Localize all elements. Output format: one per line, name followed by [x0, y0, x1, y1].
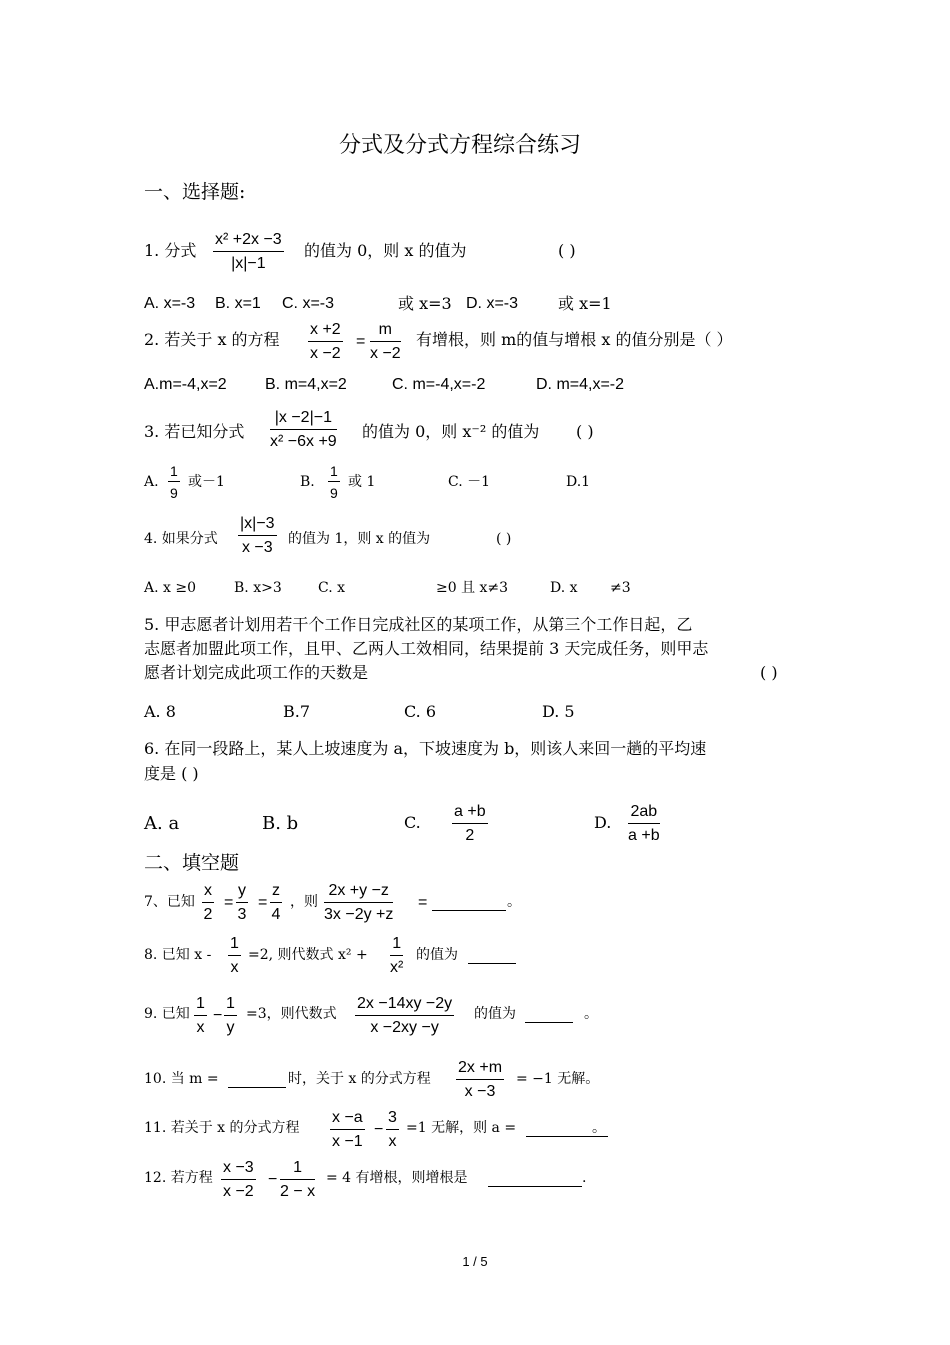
q10-f-num: 2x +m	[456, 1060, 504, 1080]
q3-option-d: D.1	[566, 474, 591, 490]
q2-option-a: A.m=-4,x=2	[144, 376, 227, 393]
q11-answer-blank	[526, 1136, 608, 1137]
q1-frac-den: |x|−1	[231, 255, 266, 272]
q9-f2-num: 1	[224, 996, 237, 1016]
q11-trail: =1 无解，则 a =	[406, 1120, 517, 1136]
q3-option-b-fraction	[328, 464, 340, 500]
q9-mid: =3，则代数式	[246, 1006, 337, 1022]
q6-line-1: 6. 在同一段路上，某人上坡速度为 a，下坡速度为 b，则该人来回一趟的平均速	[144, 739, 707, 758]
q2-lead: 2. 若关于 x 的方程	[144, 330, 280, 349]
q5-option-c: C. 6	[404, 702, 437, 721]
q3-trail: 的值为 0，则 x⁻² 的值为	[362, 422, 540, 441]
q8-f2-num: 1	[390, 936, 403, 956]
q1-lead: 1. 分式	[144, 241, 197, 260]
q9-f1-num: 1	[194, 996, 207, 1016]
q5-option-a: A. 8	[144, 702, 176, 721]
q5-line-1: 5. 甲志愿者计划用若干个工作日完成社区的某项工作，从第三个工作日起，乙	[144, 615, 693, 634]
q3-optB-num: 1	[328, 464, 340, 482]
q8-f1-num: 1	[228, 936, 241, 956]
q7-f2-den: 3	[237, 906, 247, 923]
q7-f3-den: 4	[271, 906, 281, 923]
q3-paren: ( )	[576, 422, 594, 441]
q12-f2-num: 1	[280, 1160, 315, 1180]
q12-f1-den: x −2	[223, 1183, 254, 1200]
q4-paren: ( )	[496, 531, 512, 547]
q8-fraction-1	[228, 936, 241, 976]
q7-f1-num: x	[202, 883, 214, 903]
q9-f1-den: x	[196, 1019, 205, 1036]
q10-mid: 时，关于 x 的分式方程	[288, 1071, 431, 1087]
q10-f-den: x −3	[464, 1083, 496, 1100]
q11-fraction-1	[330, 1110, 365, 1150]
q6-option-a: A. a	[144, 813, 180, 834]
q7-equals-2: =	[258, 894, 268, 911]
q9-minus: −	[213, 1007, 223, 1024]
q11-f1-den: x −1	[332, 1133, 363, 1150]
q5-line-2: 志愿者加盟此项工作，且甲、乙两人工效相同，结果提前 3 天完成任务，则甲志	[144, 639, 709, 658]
q8-lead: 8. 已知 x -	[144, 947, 212, 963]
q6-line-2: 度是 ( )	[144, 764, 199, 783]
q7-f4-den: 3x −2y +z	[324, 906, 394, 923]
q10-fraction	[456, 1060, 504, 1100]
q3-optA-num: 1	[168, 464, 180, 482]
q2-f2-num: m	[370, 322, 401, 342]
q1-option-b: B. x=1	[215, 295, 261, 312]
q4-fraction	[238, 516, 277, 556]
q1-option-a: A. x=-3	[144, 295, 196, 312]
q11-fraction-2	[386, 1110, 399, 1150]
q2-f1-num: x +2	[308, 322, 343, 342]
q3-option-a-fraction	[168, 464, 180, 500]
q2-equals: =	[356, 333, 366, 350]
q4-option-c: C. x	[318, 580, 346, 596]
q12-minus: −	[268, 1171, 278, 1188]
q12-end: .	[582, 1170, 587, 1186]
q11-f2-num: 3	[386, 1110, 399, 1130]
q4-option-c-tail: ≥0 且 x≠3	[436, 580, 509, 596]
q7-f4-num: 2x +y −z	[324, 883, 393, 903]
page-number: 1 / 5	[462, 1254, 488, 1269]
q6-optC-den: 2	[465, 827, 475, 844]
q4-option-b: B. x>3	[234, 580, 282, 596]
q12-f1-num: x −3	[221, 1160, 256, 1180]
q7-fraction-z	[270, 883, 282, 923]
q4-frac-den: x −3	[241, 539, 273, 556]
q9-end: 。	[584, 1006, 598, 1022]
q2-fraction-left	[308, 322, 343, 362]
q7-mid: ，则	[290, 894, 318, 910]
q6-option-c-fraction	[452, 804, 488, 844]
q6-optD-den: a +b	[628, 827, 660, 844]
q3-frac-den: x² −6x +9	[270, 433, 337, 450]
q1-option-d-tail: 或 x=1	[558, 294, 612, 313]
q2-option-b: B. m=4,x=2	[265, 376, 347, 393]
q9-f3-num: 2x −14xy −2y	[355, 996, 454, 1016]
q3-frac-num: |x −2|−1	[270, 410, 337, 430]
q8-f1-den: x	[230, 959, 239, 976]
q12-fraction-2	[280, 1160, 315, 1200]
q7-fraction-y	[236, 883, 248, 923]
q3-option-b-tail: 或 1	[348, 474, 376, 490]
q7-lead: 7、已知	[144, 894, 195, 910]
q2-option-d: D. m=4,x=-2	[536, 376, 625, 393]
q9-trail: 的值为	[474, 1006, 516, 1022]
q1-option-c-tail: 或 x=3	[398, 294, 452, 313]
q4-option-d-tail: ≠3	[610, 580, 631, 596]
q2-fraction-right	[370, 322, 401, 362]
q1-paren: ( )	[558, 241, 576, 260]
q3-option-a-label: A.	[144, 474, 159, 490]
q9-f3-den: x −2xy −y	[370, 1019, 439, 1036]
q1-trail: 的值为 0，则 x 的值为	[304, 241, 467, 260]
q6-optC-num: a +b	[452, 804, 488, 824]
q7-f2-num: y	[236, 883, 248, 903]
q12-answer-blank	[488, 1186, 582, 1187]
q3-fraction	[270, 410, 337, 450]
q7-fraction-x	[202, 883, 214, 923]
q1-option-c: C. x=-3	[282, 295, 335, 312]
q8-mid: =2, 则代数式 x² +	[248, 947, 368, 963]
q12-fraction-1	[221, 1160, 256, 1200]
q3-option-b-label: B.	[300, 474, 315, 490]
q5-option-d: D. 5	[542, 702, 575, 721]
q3-optA-den: 9	[170, 485, 178, 501]
q9-fraction-2	[224, 996, 237, 1036]
q1-option-d: D. x=-3	[466, 295, 519, 312]
q12-lead: 12. 若方程	[144, 1170, 213, 1186]
q2-option-c: C. m=-4,x=-2	[392, 376, 486, 393]
q7-answer-blank	[432, 910, 506, 911]
q9-fraction-3	[355, 996, 454, 1036]
q5-paren: ( )	[760, 663, 778, 682]
q8-f2-den: x²	[390, 959, 404, 976]
q12-trail: = 4 有增根，则增根是	[326, 1170, 468, 1186]
q10-answer-blank	[228, 1087, 286, 1088]
q9-f2-den: y	[226, 1019, 235, 1036]
q7-end: 。	[507, 894, 521, 910]
q2-trail: 有增根，则 m的值与增根 x 的值分别是（ ）	[416, 330, 733, 349]
q8-answer-blank	[468, 963, 516, 964]
q3-optB-den: 9	[330, 485, 338, 501]
section-heading-choice: 一、选择题:	[144, 181, 246, 203]
q3-option-a-tail: 或－1	[188, 474, 225, 490]
page-title: 分式及分式方程综合练习	[338, 133, 581, 158]
q6-option-d-label: D.	[594, 813, 612, 832]
q4-option-a: A. x ≥0	[144, 580, 196, 596]
q5-line-3: 愿者计划完成此项工作的天数是	[144, 663, 369, 682]
q3-option-c: C. －1	[448, 474, 491, 490]
q7-f3-num: z	[270, 883, 282, 903]
q2-f2-den: x −2	[370, 345, 401, 362]
q11-f1-num: x −a	[330, 1110, 365, 1130]
q11-minus: −	[374, 1121, 384, 1138]
q11-f2-den: x	[388, 1133, 397, 1150]
q7-equals-3: =	[418, 894, 428, 911]
q2-f1-den: x −2	[310, 345, 341, 362]
q9-answer-blank	[525, 1022, 573, 1023]
q3-lead: 3. 若已知分式	[144, 422, 245, 441]
q8-fraction-2	[390, 936, 403, 976]
q4-option-d: D. x	[550, 580, 578, 596]
section-heading-fill: 二、填空题	[144, 852, 240, 874]
q8-trail: 的值为	[416, 947, 458, 963]
q9-lead: 9. 已知	[144, 1006, 190, 1022]
q11-end: 。	[592, 1120, 606, 1136]
q4-frac-num: |x|−3	[238, 516, 277, 536]
q7-fraction-expression	[324, 883, 393, 923]
q1-frac-num: x² +2x −3	[213, 232, 284, 252]
q4-lead: 4. 如果分式	[144, 531, 218, 547]
q6-option-c-label: C.	[404, 813, 421, 832]
q10-trail: = −1 无解。	[516, 1071, 600, 1087]
q12-f2-den: 2 − x	[280, 1183, 316, 1200]
q4-trail: 的值为 1，则 x 的值为	[288, 531, 431, 547]
q7-equals-1: =	[224, 894, 234, 911]
q6-option-d-fraction	[628, 804, 660, 844]
q9-fraction-1	[194, 996, 207, 1036]
q6-optD-num: 2ab	[628, 804, 660, 824]
q5-option-b: B.7	[283, 702, 311, 721]
q10-lead: 10. 当 m =	[144, 1071, 219, 1087]
q11-lead: 11. 若关于 x 的分式方程	[144, 1120, 300, 1136]
q6-option-b: B. b	[262, 813, 299, 834]
q1-fraction	[213, 232, 284, 272]
q7-f1-den: 2	[203, 906, 213, 923]
